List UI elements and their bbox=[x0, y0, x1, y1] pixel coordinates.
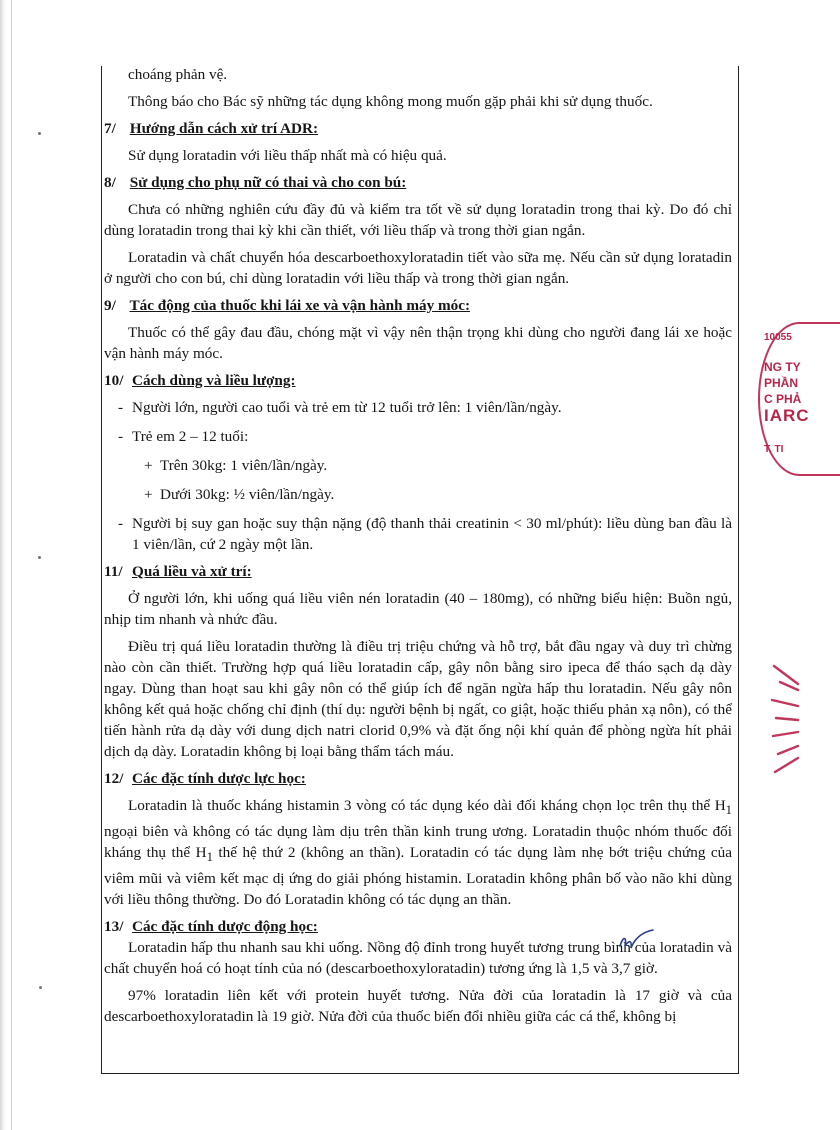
section-7-text: Sử dụng loratadin với liều thấp nhất mà có hiệu quả. bbox=[128, 147, 447, 164]
section-10-heading: 10/ Cách dùng và liều lượng: bbox=[104, 372, 296, 389]
stamp-text: T. TI bbox=[764, 444, 784, 455]
section-13-heading: 13/ Các đặc tính dược động học: bbox=[104, 918, 318, 936]
company-stamp bbox=[758, 322, 818, 472]
intro-line: choáng phản vệ. bbox=[128, 66, 228, 83]
scan-edge-shadow bbox=[0, 0, 6, 1130]
punch-dot bbox=[38, 132, 41, 135]
scan-edge-line bbox=[11, 0, 12, 1130]
stamp-text: 10055 bbox=[764, 332, 792, 343]
section-9-text: Thuốc có thể gây đau đầu, chóng mặt vì vậy nên thận trọng khi dùng cho người đang lái xe hoặc vận hành máy móc. bbox=[104, 324, 732, 362]
section-7-heading: 7/ Hướng dẫn cách xử trí ADR: bbox=[104, 120, 319, 137]
section-11-para: Ở người lớn, khi uống quá liều viên nén loratadin (40 – 180mg), có những biểu hiện: Buồn ngủ, nhịp tim nhanh và nhức đầu. bbox=[104, 590, 732, 628]
dosage-item: - Người bị suy gan hoặc suy thận nặng (độ thanh thải creatinin < 30 ml/phút): liều dùng ban đầu là 1 viên/lần, cứ 2 ngày một lần. bbox=[118, 515, 732, 553]
stamp-text: PHẦN bbox=[764, 376, 799, 390]
stamp-text: IARC bbox=[764, 406, 810, 425]
section-12-para: Loratadin là thuốc kháng histamin 3 vòng có tác dụng kéo dài đối kháng chọn lọc trên thụ thể $H_1$ ngoại biên và không có tác dụng làm dịu trên thần kinh trung ương. Loratadin thuộc nhóm thuốc đối kháng thụ thể $H_1$ thế hệ thứ 2 (không an thần). Loratadin có tác dụng làm nhẹ bớt triệu chứng của viêm mũi và viêm kết mạc dị ứng do giải phóng histamin. Loratadin không phân bố vào não khi dùng với liều thông thường. Do đó Loratadin không có tác dụng an thần. bbox=[104, 797, 733, 909]
dosage-item: - Trẻ em 2 – 12 tuổi: bbox=[118, 428, 249, 445]
punch-dot bbox=[39, 986, 42, 989]
stamp-text: C PHẢ bbox=[764, 392, 802, 406]
document-body bbox=[104, 64, 732, 1027]
intro-line: Thông báo cho Bác sỹ những tác dụng không mong muốn gặp phải khi sử dụng thuốc. bbox=[128, 93, 653, 110]
seal-fragment bbox=[770, 660, 799, 780]
section-11-heading: 11/ Quá liều và xử trí: bbox=[104, 563, 252, 580]
section-8-para: Chưa có những nghiên cứu đầy đủ và kiểm tra tốt về sử dụng loratadin trong thai kỳ. Do đó chỉ dùng loratadin trong thai kỳ khi cần thiết, với liều thấp và trong thời gian ngắn. bbox=[104, 201, 732, 239]
punch-dot bbox=[38, 556, 41, 559]
section-11-para: Điều trị quá liều loratadin thường là điều trị triệu chứng và hỗ trợ, bắt đầu ngay và duy trì chừng nào còn cần thiết. Trường hợp quá liều loratadin cấp, gây nôn bằng siro ipeca để tháo sạch dạ dày ngay. Dùng than hoạt sau khi gây nôn có thể giúp ích để ngăn ngừa hấp thu loratadin. Nếu gây nôn không kết quả hoặc chống chỉ định (thí dụ: người bệnh bị ngất, co giật, hoặc thiếu phản xạ nôn), có thể tiến hành rửa dạ dày với dung dịch natri clorid 0,9% và đặt ống nội khí quản để phòng ngừa hít phải dịch dạ dày. Loratadin không bị loại bằng thẩm tách máu. bbox=[104, 638, 732, 760]
section-13-para: 97% loratadin liên kết với protein huyết tương. Nửa đời của loratadin là 17 giờ và của descarboethoxyloratadin là 19 giờ. Nửa đời của thuốc biến đổi nhiều giữa các cá thể, không bị bbox=[104, 987, 732, 1026]
section-9-heading: 9/ Tác động của thuốc khi lái xe và vận hành máy móc: bbox=[104, 297, 471, 314]
section-13-para: Loratadin hấp thu nhanh sau khi uống. Nồng độ đỉnh trong huyết tương trung bình của loratadin và chất chuyển hoá có hoạt tính của nó (descarboethoxyloratadin) tương ứng là 1,5 và 3,7 giờ. bbox=[104, 939, 732, 978]
handwritten-initials bbox=[617, 928, 657, 954]
dosage-item: - Người lớn, người cao tuổi và trẻ em từ 12 tuổi trở lên: 1 viên/lần/ngày. bbox=[118, 399, 562, 416]
stamp-text: NG TY bbox=[764, 360, 801, 374]
dosage-subitem: + Dưới 30kg: ½ viên/lần/ngày. bbox=[144, 486, 335, 503]
dosage-subitem: + Trên 30kg: 1 viên/lần/ngày. bbox=[144, 457, 328, 474]
section-8-para: Loratadin và chất chuyển hóa descarboethoxyloratadin tiết vào sữa mẹ. Nếu cần sử dụng loratadin ở người cho con bú, chỉ dùng loratadin với liều thấp và trong thời gian ngắn. bbox=[104, 249, 732, 287]
section-12-heading: 12/ Các đặc tính dược lực học: bbox=[104, 770, 306, 787]
section-8-heading: 8/ Sử dụng cho phụ nữ có thai và cho con bú: bbox=[104, 174, 407, 191]
